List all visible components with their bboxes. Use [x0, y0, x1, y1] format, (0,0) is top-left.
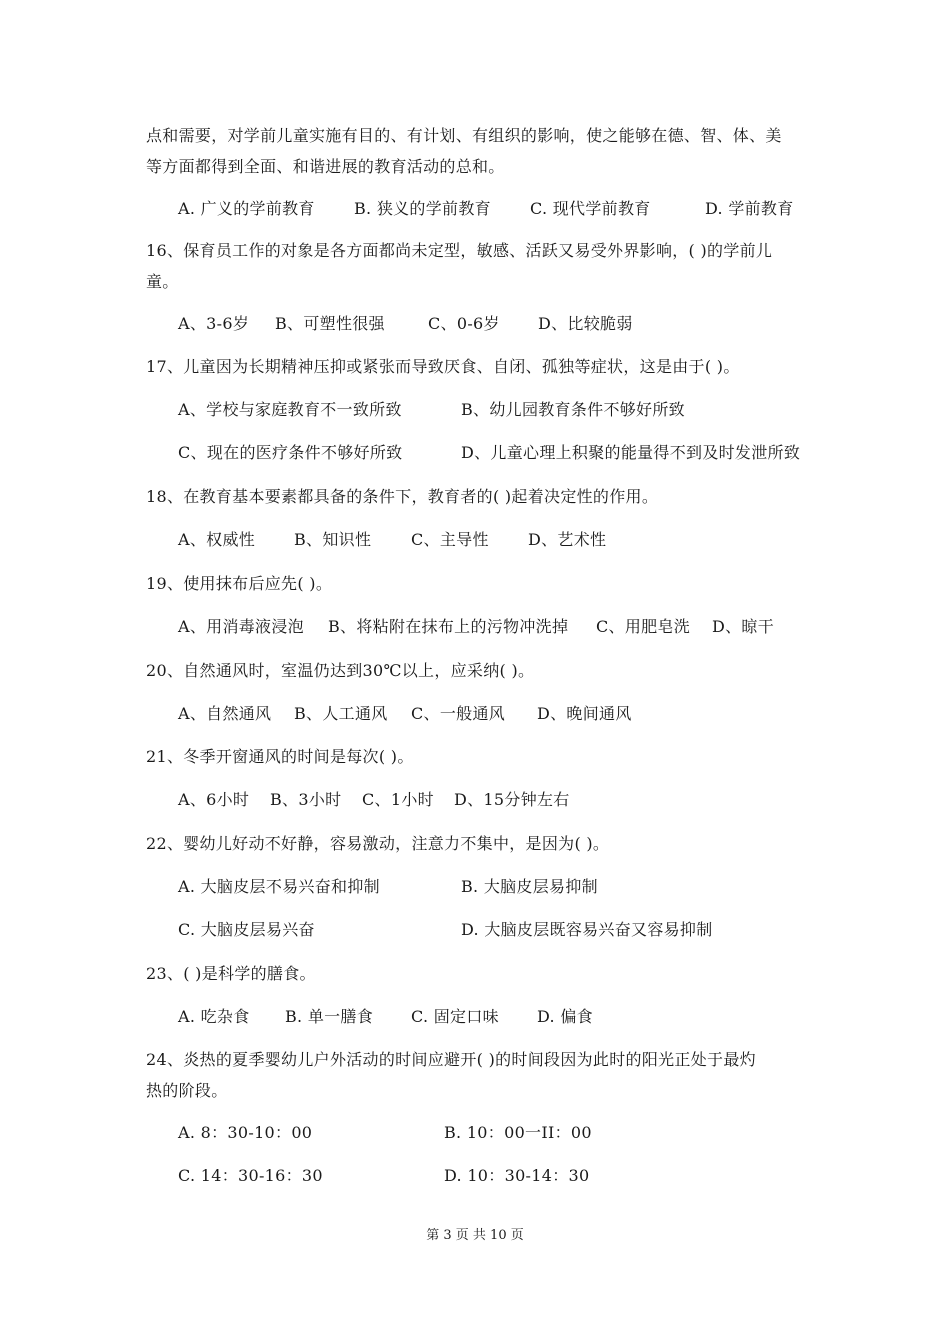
option-a: A. 吃杂食 [178, 1007, 250, 1026]
option-d: D. 偏食 [537, 1007, 593, 1026]
option-b: B. 单一膳食 [285, 1007, 374, 1026]
option-b: B、3小时 [270, 790, 342, 809]
option-b: B、人工通风 [294, 704, 388, 723]
option-c: C、现在的医疗条件不够好所致 [178, 443, 403, 462]
question-17: 17、儿童因为长期精神压抑或紧张而导致厌食、自闭、孤独等症状，这是由于( )。 [146, 357, 740, 376]
option-b: B. 10：00一II：00 [444, 1123, 592, 1142]
question-21: 21、冬季开窗通风的时间是每次( )。 [146, 747, 414, 766]
question-18: 18、在教育基本要素都具备的条件下，教育者的( )起着决定性的作用。 [146, 487, 659, 506]
option-a: A、自然通风 [178, 704, 272, 723]
question-22: 22、婴幼儿好动不好静，容易激动，注意力不集中，是因为( )。 [146, 834, 610, 853]
question-20: 20、自然通风时，室温仍达到30℃以上，应采纳( )。 [146, 661, 535, 680]
option-a: A. 大脑皮层不易兴奋和抑制 [178, 877, 380, 896]
question-23: 23、( )是科学的膳食。 [146, 964, 316, 983]
option-b: B. 狭义的学前教育 [354, 199, 491, 218]
option-a: A、3-6岁 [178, 314, 250, 333]
option-c: C、1小时 [362, 790, 434, 809]
option-a: A、用消毒液浸泡 [178, 617, 304, 636]
question-16: 16、保育员工作的对象是各方面都尚未定型，敏感、活跃又易受外界影响，( )的学前儿 [146, 241, 773, 260]
option-a: A、学校与家庭教育不一致所致 [178, 400, 402, 419]
option-d: D. 10：30-14：30 [444, 1166, 590, 1185]
option-c: C、0-6岁 [428, 314, 500, 333]
option-a: A、6小时 [178, 790, 250, 809]
option-c: C、一般通风 [411, 704, 506, 723]
option-c: C. 大脑皮层易兴奋 [178, 920, 315, 939]
option-c: C. 现代学前教育 [530, 199, 651, 218]
option-d: D、比较脆弱 [538, 314, 633, 333]
question-16-cont: 童。 [146, 272, 179, 291]
option-d: D、晚间通风 [537, 704, 632, 723]
option-d: D、15分钟左右 [454, 790, 570, 809]
question-24: 24、炎热的夏季婴幼儿户外活动的时间应避开( )的时间段因为此时的阳光正处于最灼 [146, 1050, 756, 1069]
option-a: A. 8：30-10：00 [178, 1123, 313, 1142]
option-c: C、用肥皂洗 [596, 617, 691, 636]
option-b: B、幼儿园教育条件不够好所致 [461, 400, 685, 419]
question-text: 等方面都得到全面、和谐进展的教育活动的总和。 [146, 157, 505, 176]
option-c: C. 固定口味 [411, 1007, 499, 1026]
option-d: D. 学前教育 [705, 199, 794, 218]
option-d: D、儿童心理上积聚的能量得不到及时发泄所致 [461, 443, 801, 462]
option-b: B. 大脑皮层易抑制 [461, 877, 598, 896]
option-d: D、艺术性 [528, 530, 607, 549]
option-d: D. 大脑皮层既容易兴奋又容易抑制 [461, 920, 713, 939]
question-24-cont: 热的阶段。 [146, 1081, 228, 1100]
option-b: B、可塑性很强 [275, 314, 385, 333]
option-a: A. 广义的学前教育 [178, 199, 315, 218]
option-b: B、知识性 [294, 530, 372, 549]
question-19: 19、使用抹布后应先( )。 [146, 574, 333, 593]
page-number-footer: 第 3 页 共 10 页 [426, 1228, 524, 1243]
option-b: B、将粘附在抹布上的污物冲洗掉 [328, 617, 569, 636]
option-a: A、权威性 [178, 530, 256, 549]
option-d: D、晾干 [712, 617, 775, 636]
option-c: C、主导性 [411, 530, 489, 549]
question-text: 点和需要，对学前儿童实施有目的、有计划、有组织的影响，使之能够在德、智、体、美 [146, 126, 782, 145]
option-c: C. 14：30-16：30 [178, 1166, 323, 1185]
